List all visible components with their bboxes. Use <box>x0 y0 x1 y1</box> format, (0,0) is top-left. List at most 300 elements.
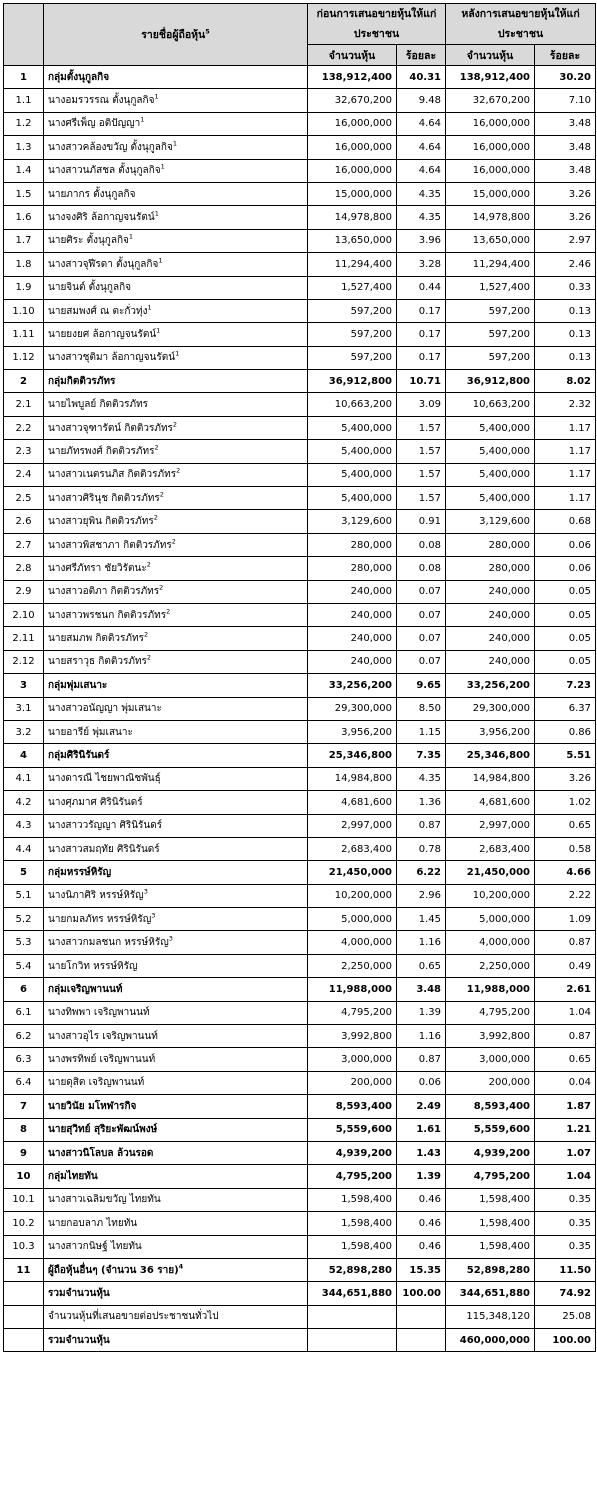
table-row <box>4 627 596 650</box>
shareholder-name <box>44 908 308 931</box>
shareholder-name <box>44 112 308 135</box>
before-shares: 240,000 <box>308 627 397 650</box>
footnote-marker: 2 <box>154 443 159 452</box>
after-percent: 0.13 <box>535 323 596 346</box>
before-shares: 240,000 <box>308 603 397 626</box>
shareholder-name-text: นางสาวยุพิน กิตติวรภัทร <box>48 516 154 528</box>
before-percent: 1.39 <box>397 1165 446 1188</box>
table-row <box>4 1001 596 1024</box>
shareholder-name-text: นายจินต์ ตั้งนุกูลกิจ <box>48 282 131 294</box>
before-percent: 100.00 <box>397 1282 446 1305</box>
before-shares: 11,988,000 <box>308 978 397 1001</box>
shareholder-name <box>44 557 308 580</box>
table-row <box>4 580 596 603</box>
before-percent: 0.07 <box>397 580 446 603</box>
shareholder-name-text: นางศรีภัทรา ชัยวิรัตนะ <box>48 562 147 574</box>
shareholder-name <box>44 206 308 229</box>
row-number: 1.10 <box>4 299 44 322</box>
after-percent: 1.21 <box>535 1118 596 1141</box>
after-shares: 280,000 <box>446 533 535 556</box>
table-row <box>4 370 596 393</box>
after-shares: 200,000 <box>446 1071 535 1094</box>
row-number: 4 <box>4 744 44 767</box>
before-percent: 1.61 <box>397 1118 446 1141</box>
footnote-marker: 3 <box>168 934 173 943</box>
shareholder-name-text: กลุ่มเจริญพานนท์ <box>48 983 123 995</box>
before-shares <box>308 1329 397 1352</box>
shareholder-name-text: นายกมลภัทร หรรษ์หิรัญ <box>48 913 152 925</box>
before-percent: 40.31 <box>397 66 446 89</box>
shareholder-name <box>44 487 308 510</box>
row-number: 10 <box>4 1165 44 1188</box>
row-number: 1.7 <box>4 229 44 252</box>
after-percent: 1.07 <box>535 1141 596 1164</box>
after-percent: 8.02 <box>535 370 596 393</box>
after-shares: 3,992,800 <box>446 1025 535 1048</box>
shareholder-name-text: นายภัทรพงศ์ กิตติวรภัทร <box>48 445 155 457</box>
shareholder-name <box>44 1235 308 1258</box>
before-percent: 2.96 <box>397 884 446 907</box>
table-row <box>4 533 596 556</box>
after-percent: 3.26 <box>535 767 596 790</box>
footnote-marker: 2 <box>176 467 181 475</box>
after-shares: 2,683,400 <box>446 837 535 860</box>
after-percent: 2.46 <box>535 253 596 276</box>
after-percent: 2.22 <box>535 884 596 907</box>
before-shares: 138,912,400 <box>308 66 397 89</box>
header-before-shares: จำนวนหุ้น <box>308 45 397 66</box>
after-percent: 11.50 <box>535 1258 596 1281</box>
shareholder-name-text: รวมจำนวนหุ้น <box>48 1288 110 1299</box>
row-number: 1.3 <box>4 136 44 159</box>
shareholder-name <box>44 884 308 907</box>
before-percent: 6.22 <box>397 861 446 884</box>
row-number: 4.3 <box>4 814 44 837</box>
before-shares: 2,997,000 <box>308 814 397 837</box>
table-row <box>4 814 596 837</box>
before-shares: 16,000,000 <box>308 159 397 182</box>
table-row <box>4 1188 596 1211</box>
after-shares: 14,984,800 <box>446 767 535 790</box>
before-shares: 8,593,400 <box>308 1095 397 1118</box>
row-number: 10.2 <box>4 1212 44 1235</box>
table-row <box>4 1235 596 1258</box>
after-percent: 0.35 <box>535 1235 596 1258</box>
after-shares: 5,000,000 <box>446 908 535 931</box>
after-percent: 0.49 <box>535 954 596 977</box>
table-row <box>4 884 596 907</box>
after-shares: 16,000,000 <box>446 136 535 159</box>
before-shares: 5,000,000 <box>308 908 397 931</box>
shareholder-name <box>44 861 308 884</box>
after-percent: 1.17 <box>535 440 596 463</box>
shareholder-name-text: จำนวนหุ้นที่เสนอขายต่อประชาชนทั่วไป <box>48 1311 219 1323</box>
before-percent: 0.65 <box>397 954 446 977</box>
table-row <box>4 931 596 954</box>
after-shares: 240,000 <box>446 650 535 673</box>
before-shares: 597,200 <box>308 346 397 369</box>
shareholder-name <box>44 650 308 673</box>
before-percent: 4.64 <box>397 136 446 159</box>
before-shares: 29,300,000 <box>308 697 397 720</box>
shareholder-name-text: นางสาวศิรินุช กิตติวรภัทร <box>48 492 160 504</box>
after-shares: 2,997,000 <box>446 814 535 837</box>
after-shares: 13,650,000 <box>446 229 535 252</box>
after-shares: 280,000 <box>446 557 535 580</box>
before-percent <box>397 1329 446 1352</box>
before-percent: 1.43 <box>397 1141 446 1164</box>
before-shares: 4,939,200 <box>308 1141 397 1164</box>
row-number: 2.8 <box>4 557 44 580</box>
after-shares: 16,000,000 <box>446 112 535 135</box>
shareholder-name-text: นายกอบลาภ ไทยทัน <box>48 1217 138 1229</box>
row-number: 3.2 <box>4 720 44 743</box>
table-row <box>4 1048 596 1071</box>
after-shares: 240,000 <box>446 627 535 650</box>
shareholder-name <box>44 1282 308 1305</box>
before-shares: 280,000 <box>308 557 397 580</box>
after-percent: 74.92 <box>535 1282 596 1305</box>
row-number: 2.3 <box>4 440 44 463</box>
shareholder-name <box>44 136 308 159</box>
table-row <box>4 1329 596 1352</box>
after-percent: 0.05 <box>535 650 596 673</box>
shareholder-name <box>44 89 308 112</box>
table-row <box>4 1025 596 1048</box>
after-percent: 6.37 <box>535 697 596 720</box>
row-number <box>4 1329 44 1352</box>
before-percent: 1.39 <box>397 1001 446 1024</box>
before-percent: 3.48 <box>397 978 446 1001</box>
shareholder-name-text: นางศรีเพ็ญ อติปัญญา <box>48 118 141 130</box>
table-row <box>4 253 596 276</box>
shareholder-name-text: นางทิพพา เจริญพานนท์ <box>48 1007 150 1019</box>
before-shares: 5,559,600 <box>308 1118 397 1141</box>
header-name-cell <box>44 4 308 66</box>
before-shares: 5,400,000 <box>308 487 397 510</box>
shareholder-name-text: นายไพบูลย์ กิตติวรภัทร <box>48 399 149 411</box>
footnote-marker: 2 <box>172 420 178 429</box>
before-percent: 0.06 <box>397 1071 446 1094</box>
footnote-marker: 1 <box>158 256 163 265</box>
table-row <box>4 603 596 626</box>
shareholder-name <box>44 393 308 416</box>
before-percent: 9.65 <box>397 674 446 697</box>
shareholder-name <box>44 1025 308 1048</box>
footnote-marker: 1 <box>140 116 145 125</box>
after-percent: 3.48 <box>535 159 596 182</box>
shareholder-name-text: นางสาวกมลชนก หรรษ์หิรัญ <box>48 937 169 949</box>
before-shares: 1,598,400 <box>308 1188 397 1211</box>
shareholder-name <box>44 674 308 697</box>
shareholder-name <box>44 767 308 790</box>
before-shares: 3,956,200 <box>308 720 397 743</box>
before-percent: 4.35 <box>397 182 446 205</box>
row-number: 2.11 <box>4 627 44 650</box>
footnote-marker: 2 <box>171 537 176 546</box>
table-row <box>4 89 596 112</box>
table-row <box>4 557 596 580</box>
before-shares: 200,000 <box>308 1071 397 1094</box>
row-number: 11 <box>4 1258 44 1281</box>
shareholder-name-text: นางดารณี ไชยพาณิชพันธุ์ <box>48 773 161 785</box>
shareholder-name <box>44 323 308 346</box>
table-row <box>4 510 596 533</box>
after-percent: 1.04 <box>535 1165 596 1188</box>
table-row <box>4 229 596 252</box>
shareholder-name <box>44 627 308 650</box>
row-number <box>4 1305 44 1328</box>
before-shares: 1,598,400 <box>308 1212 397 1235</box>
shareholder-name <box>44 837 308 860</box>
shareholder-name-text: กลุ่มศิรินิรันดร์ <box>48 750 110 762</box>
before-shares: 15,000,000 <box>308 182 397 205</box>
before-percent: 3.09 <box>397 393 446 416</box>
before-shares: 5,400,000 <box>308 416 397 439</box>
after-percent: 30.20 <box>535 66 596 89</box>
before-percent: 1.16 <box>397 931 446 954</box>
after-percent: 100.00 <box>535 1329 596 1352</box>
table-row <box>4 861 596 884</box>
after-shares: 52,898,280 <box>446 1258 535 1281</box>
row-number: 9 <box>4 1141 44 1164</box>
table-row <box>4 1118 596 1141</box>
row-number: 5.3 <box>4 931 44 954</box>
before-percent: 3.96 <box>397 229 446 252</box>
row-number: 2.2 <box>4 416 44 439</box>
shareholder-name-text: นายสมพงศ์ ณ ตะกั่วทุ่ง <box>48 305 148 317</box>
shareholder-name-text: กลุ่มหรรษ์หิรัญ <box>48 866 112 878</box>
table-row <box>4 697 596 720</box>
after-percent: 1.17 <box>535 463 596 486</box>
before-percent: 9.48 <box>397 89 446 112</box>
shareholder-name-text: นายสมภพ กิตติวรภัทร <box>48 633 144 645</box>
shareholder-name <box>44 463 308 486</box>
after-shares: 33,256,200 <box>446 674 535 697</box>
shareholder-table <box>3 3 596 1352</box>
before-percent: 0.44 <box>397 276 446 299</box>
footnote-marker: 1 <box>160 162 165 171</box>
footnote-marker: 3 <box>151 911 156 920</box>
before-percent: 10.71 <box>397 370 446 393</box>
footnote-marker: 1 <box>156 326 161 335</box>
table-row <box>4 720 596 743</box>
footnote-marker: 2 <box>153 513 158 522</box>
before-shares: 2,250,000 <box>308 954 397 977</box>
before-percent: 4.64 <box>397 112 446 135</box>
table-row <box>4 416 596 439</box>
header-no-cell <box>4 4 44 66</box>
table-row <box>4 908 596 931</box>
shareholder-name-text: กลุ่มกิตติวรภัทร <box>48 375 116 387</box>
before-shares: 3,000,000 <box>308 1048 397 1071</box>
shareholder-name-text: ผู้ถือหุ้นอื่นๆ (จำนวน 36 ราย) <box>48 1264 179 1276</box>
before-shares: 25,346,800 <box>308 744 397 767</box>
row-number: 6 <box>4 978 44 1001</box>
table-row <box>4 393 596 416</box>
after-percent: 0.65 <box>535 1048 596 1071</box>
shareholder-name <box>44 744 308 767</box>
after-percent: 1.02 <box>535 791 596 814</box>
before-shares: 10,663,200 <box>308 393 397 416</box>
after-shares: 115,348,120 <box>446 1305 535 1328</box>
after-percent: 0.04 <box>535 1071 596 1094</box>
after-shares: 4,000,000 <box>446 931 535 954</box>
shareholder-name <box>44 1141 308 1164</box>
header-name-label: รายชื่อผู้ถือหุ้น <box>141 29 206 41</box>
footnote-marker: 2 <box>159 490 164 499</box>
footnote-marker: 1 <box>154 209 159 218</box>
after-shares: 8,593,400 <box>446 1095 535 1118</box>
before-percent <box>397 1305 446 1328</box>
before-percent: 1.57 <box>397 440 446 463</box>
shareholder-name-text: นางสาวนภัสชล ตั้งนุกูลกิจ <box>48 165 161 177</box>
table-row <box>4 440 596 463</box>
before-percent: 1.15 <box>397 720 446 743</box>
before-shares <box>308 1305 397 1328</box>
row-number: 5.1 <box>4 884 44 907</box>
before-percent: 3.28 <box>397 253 446 276</box>
row-number: 5.4 <box>4 954 44 977</box>
after-percent: 1.09 <box>535 908 596 931</box>
after-shares: 240,000 <box>446 580 535 603</box>
row-number: 4.2 <box>4 791 44 814</box>
row-number: 10.3 <box>4 1235 44 1258</box>
table-row <box>4 206 596 229</box>
before-shares: 4,000,000 <box>308 931 397 954</box>
after-percent: 2.61 <box>535 978 596 1001</box>
table-row <box>4 1071 596 1094</box>
row-number: 4.4 <box>4 837 44 860</box>
row-number: 2.9 <box>4 580 44 603</box>
shareholder-name-text: นางสาวอติภา กิตติวรภัทร <box>48 586 160 598</box>
shareholder-name <box>44 346 308 369</box>
table-row <box>4 674 596 697</box>
after-shares: 597,200 <box>446 299 535 322</box>
after-shares: 4,795,200 <box>446 1001 535 1024</box>
row-number: 1.5 <box>4 182 44 205</box>
after-percent: 0.06 <box>535 533 596 556</box>
after-shares: 10,663,200 <box>446 393 535 416</box>
footnote-marker: 3 <box>143 888 148 897</box>
before-shares: 13,650,000 <box>308 229 397 252</box>
table-row <box>4 650 596 673</box>
after-shares: 25,346,800 <box>446 744 535 767</box>
row-number: 3 <box>4 674 44 697</box>
row-number: 1.4 <box>4 159 44 182</box>
after-shares: 16,000,000 <box>446 159 535 182</box>
before-shares: 16,000,000 <box>308 136 397 159</box>
shareholder-name <box>44 1212 308 1235</box>
shareholder-name <box>44 416 308 439</box>
after-percent: 0.86 <box>535 720 596 743</box>
shareholder-name-text: นางสาววรัญญา ศิรินิรันดร์ <box>48 820 163 832</box>
table-row <box>4 791 596 814</box>
header-after-offering: หลังการเสนอขายหุ้นให้แก่ประชาชน <box>446 4 596 45</box>
after-shares: 14,978,800 <box>446 206 535 229</box>
after-percent: 0.65 <box>535 814 596 837</box>
after-percent: 5.51 <box>535 744 596 767</box>
after-shares: 32,670,200 <box>446 89 535 112</box>
shareholder-name-text: นางสาวกนิษฐ์ ไทยทัน <box>48 1241 142 1253</box>
table-row <box>4 323 596 346</box>
shareholder-name <box>44 931 308 954</box>
row-number: 1.6 <box>4 206 44 229</box>
before-shares: 16,000,000 <box>308 112 397 135</box>
after-shares: 4,795,200 <box>446 1165 535 1188</box>
shareholder-name <box>44 253 308 276</box>
row-number: 1.12 <box>4 346 44 369</box>
before-percent: 8.50 <box>397 697 446 720</box>
shareholder-name <box>44 978 308 1001</box>
before-percent: 2.49 <box>397 1095 446 1118</box>
table-row <box>4 159 596 182</box>
shareholder-name-text: นายโกวิท หรรษ์หิรัญ <box>48 960 138 972</box>
after-percent: 0.35 <box>535 1188 596 1211</box>
after-shares: 5,400,000 <box>446 416 535 439</box>
shareholder-name-text: นางสาวจุฑารัตน์ กิตติวรภัทร <box>48 422 173 434</box>
shareholder-name-text: นางจงศิริ ล้อกาญจนรัตน์ <box>48 212 155 224</box>
table-row <box>4 1141 596 1164</box>
after-percent: 4.66 <box>535 861 596 884</box>
before-percent: 1.45 <box>397 908 446 931</box>
after-shares: 1,598,400 <box>446 1212 535 1235</box>
before-percent: 0.07 <box>397 650 446 673</box>
shareholder-name <box>44 1305 308 1328</box>
shareholder-name-text: นางสาวจุฬีรดา ตั้งนุกูลกิจ <box>48 258 159 270</box>
after-shares: 36,912,800 <box>446 370 535 393</box>
before-percent: 0.07 <box>397 627 446 650</box>
shareholder-name-text: นายยงยศ ล้อกาญจนรัตน์ <box>48 328 157 340</box>
row-number: 6.4 <box>4 1071 44 1094</box>
after-shares: 4,939,200 <box>446 1141 535 1164</box>
footnote-marker: 1 <box>128 233 134 242</box>
shareholder-name <box>44 954 308 977</box>
before-shares: 1,598,400 <box>308 1235 397 1258</box>
row-number: 7 <box>4 1095 44 1118</box>
shareholder-name-text: รวมจำนวนหุ้น <box>48 1334 110 1346</box>
after-shares: 29,300,000 <box>446 697 535 720</box>
shareholder-name-text: นางสาวอุไร เจริญพานนท์ <box>48 1030 158 1042</box>
before-shares: 280,000 <box>308 533 397 556</box>
after-percent: 1.17 <box>535 487 596 510</box>
footnote-marker: 4 <box>178 1262 184 1271</box>
shareholder-name <box>44 440 308 463</box>
before-shares: 597,200 <box>308 323 397 346</box>
before-shares: 33,256,200 <box>308 674 397 697</box>
before-shares: 240,000 <box>308 650 397 673</box>
after-percent: 3.48 <box>535 136 596 159</box>
row-number: 2.5 <box>4 487 44 510</box>
before-shares: 4,795,200 <box>308 1165 397 1188</box>
before-percent: 1.57 <box>397 463 446 486</box>
row-number: 4.1 <box>4 767 44 790</box>
before-shares: 597,200 <box>308 299 397 322</box>
before-shares: 240,000 <box>308 580 397 603</box>
shareholder-name-text: นายสราวุธ กิตติวรภัทร <box>48 656 147 668</box>
header-after-percent: ร้อยละ <box>535 45 596 66</box>
after-percent: 7.23 <box>535 674 596 697</box>
after-percent: 3.26 <box>535 206 596 229</box>
shareholder-name <box>44 1188 308 1211</box>
table-row <box>4 744 596 767</box>
shareholder-name <box>44 276 308 299</box>
shareholder-name-text: กลุ่มไทยทัน <box>48 1171 98 1183</box>
before-percent: 1.57 <box>397 487 446 510</box>
row-number: 1.1 <box>4 89 44 112</box>
after-shares: 15,000,000 <box>446 182 535 205</box>
row-number: 6.1 <box>4 1001 44 1024</box>
